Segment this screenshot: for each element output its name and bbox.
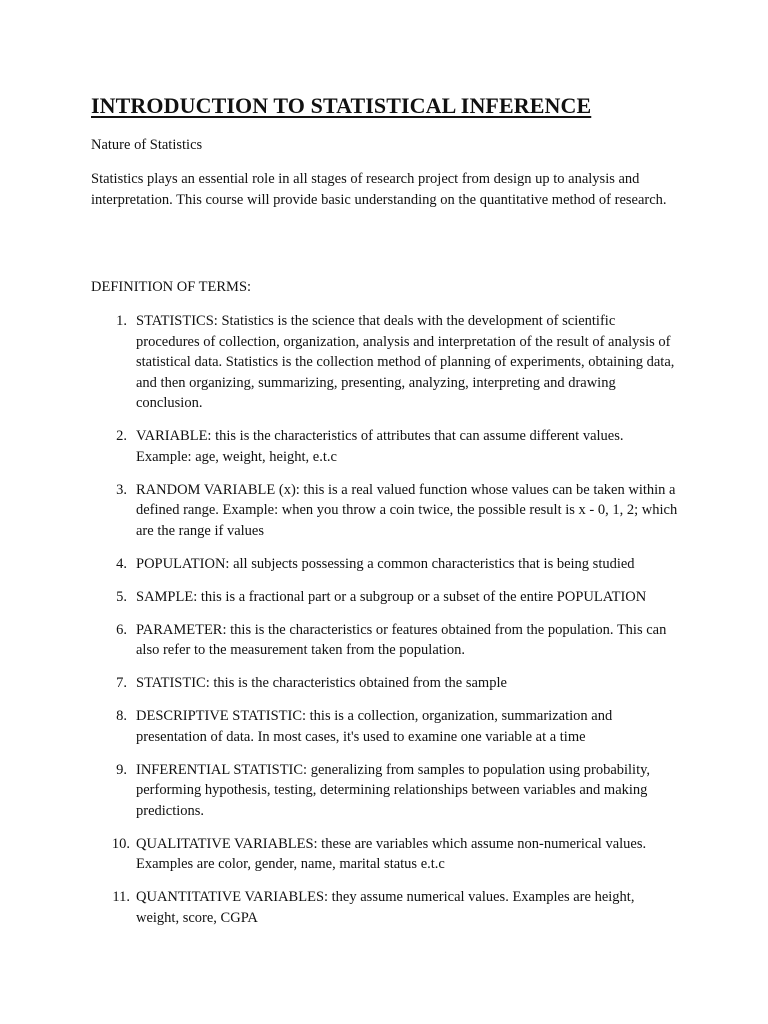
document-title: INTRODUCTION TO STATISTICAL INFERENCE [91,93,592,118]
term-item-population [91,554,681,575]
term-text: RANDOM VARIABLE (x): this is a real valued function whose values can be taken within a defined range. Example: when you throw a coin twice, the possible result is x - 0, 1, 2; which are the range if values [136,481,678,539]
definitions-heading: DEFINITION OF TERMS: [91,279,252,295]
term-text: QUALITATIVE VARIABLES: these are variables which assume non-numerical values. Examples are color, gender, name, marital status e.t.c [136,835,647,872]
term-number: 8. [116,708,127,724]
term-number: 11. [112,889,130,905]
term-text: SAMPLE: this is a fractional part or a subgroup or a subset of the entire POPULATION [136,588,647,605]
term-text: QUANTITATIVE VARIABLES: they assume numerical values. Examples are height, weight, score, CGPA [136,889,635,926]
term-number: 10. [111,835,130,852]
document-page [91,92,681,926]
terms-list [91,311,681,941]
intro-paragraph: Statistics plays an essential role in all stages of research project from design up to analysis and interpretation. This course will provide basic understanding on the quantitative method of research. [91,171,667,208]
term-item-statistic [91,673,681,694]
term-number: 3. [116,481,127,498]
term-text: STATISTICS: Statistics is the science that deals with the development of scientific procedures of collection, organization, analysis and interpretation of the result of analysis of statistical data. Statistics is the collection method of planning of experiments, obtaining data, and then organizing, summarizing, presenting, analyzing, interpreting and drawing conclusion. [136,313,675,411]
term-text: PARAMETER: this is the characteristics or features obtained from the population. This can also refer to the measurement taken from the population. [136,621,667,658]
term-number: 7. [116,675,127,691]
term-item-inferential-statistic [91,760,681,822]
term-number: 6. [116,621,127,638]
term-text: INFERENTIAL STATISTIC: generalizing from samples to population using probability, performing hypothesis, testing, determining relationships between variables and making predictions. [136,761,651,819]
term-text: VARIABLE: this is the characteristics of attributes that can assume different values. Example: age, weight, height, e.t.c [136,428,624,465]
term-item-variable [91,426,681,467]
term-number: 1. [116,313,127,329]
term-item-quantitative-variables [91,887,681,928]
term-text: DESCRIPTIVE STATISTIC: this is a collection, organization, summarization and presentation of data. In most cases, it's used to examine one variable at a time [136,708,613,745]
term-item-random-variable [91,480,681,542]
section-subtitle: Nature of Statistics [91,137,203,153]
term-text: POPULATION: all subjects possessing a common characteristics that is being studied [136,555,635,572]
term-item-qualitative-variables [91,834,681,875]
term-number: 2. [116,428,127,444]
term-number: 4. [116,555,127,572]
term-number: 5. [116,588,127,605]
term-item-parameter [91,620,681,661]
term-item-descriptive-statistic [91,706,681,747]
term-number: 9. [116,761,127,778]
term-item-statistics [91,311,681,414]
term-text: STATISTIC: this is the characteristics obtained from the sample [136,675,507,691]
term-item-sample [91,587,681,608]
